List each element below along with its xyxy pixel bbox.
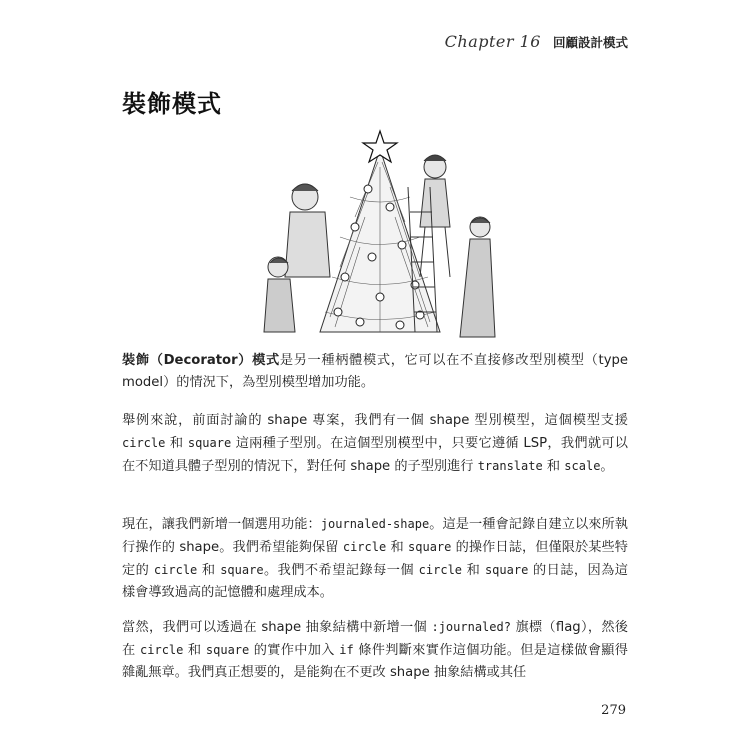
text-run: 和 [165,436,188,451]
running-header [445,32,628,51]
paragraph-shape-example [122,410,628,478]
text-run: 舉例來說，前面討論的 shape 專案，我們有一個 shape 型別模型，這個模型支援 [122,413,628,428]
text-run: 和 [462,563,485,578]
text-run: 和 [197,563,221,578]
code-square: square [220,563,264,577]
text-run: 的操作日誌，但僅限於某些特定的 [122,540,628,578]
chapter-label: Chapter 16 [444,32,541,51]
text-run: 和 [386,540,409,555]
code-square: square [408,540,452,554]
decorator-term: 裝飾（Decorator）模式 [122,353,280,368]
code-square: square [187,436,232,450]
code-if: if [339,643,354,657]
text-run: 這兩種子型別。在這個型別模型中，只要它遵循 LSP，我們就可以在不知道具體子型別的情況下，對任何 shape 的子型別進行 [122,436,628,474]
code-circle: circle [140,643,184,657]
code-translate: translate [477,459,543,473]
code-circle: circle [342,540,387,554]
code-journaled-shape: journaled-shape [320,517,430,531]
code-circle: circle [122,436,166,450]
paragraph-decorator-intro [122,350,628,394]
text-run: 和 [183,643,206,658]
chapter-title: 回顧設計模式 [552,35,628,50]
text-run: 的日誌，因為這樣會導致過高的記憶體和處理成本。 [122,563,628,600]
text-run: 旗標（flag），然後在 [122,620,628,658]
page-number: 279 [601,703,626,718]
text-run: 是另一種柄體模式，它可以在不直接修改型別模型（type model）的情況下，為型別模型增加功能。 [122,353,628,390]
text-run: 的實作中加入 [249,643,340,658]
code-journaled-flag: :journaled? [431,620,511,634]
text-run: 和 [542,459,565,474]
code-circle: circle [418,563,463,577]
text-run: 。我們不希望記錄每一個 [263,563,419,578]
christmas-tree-illustration [260,127,500,347]
section-title: 裝飾模式 [122,90,222,118]
text-run: 條件判斷來實作這個功能。但是這樣做會顯得雜亂無章。我們真正想要的，是能夠在不更改 shape 抽象結構或其任 [122,643,628,680]
code-square: square [484,563,529,577]
paragraph-journaled-flag [122,616,628,684]
text-run: 當然，我們可以透過在 shape 抽象結構中新增一個 [122,620,432,635]
code-square: square [205,643,250,657]
text-run: 現在，讓我們新增一個選用功能： [122,517,321,532]
text-run: 。 [600,459,614,474]
paragraph-journaled-shape [122,513,628,604]
text-run: 。這是一種會記錄自建立以來所執行操作的 shape。我們希望能夠保留 [122,517,628,555]
code-circle: circle [153,563,198,577]
code-scale: scale [564,459,601,473]
